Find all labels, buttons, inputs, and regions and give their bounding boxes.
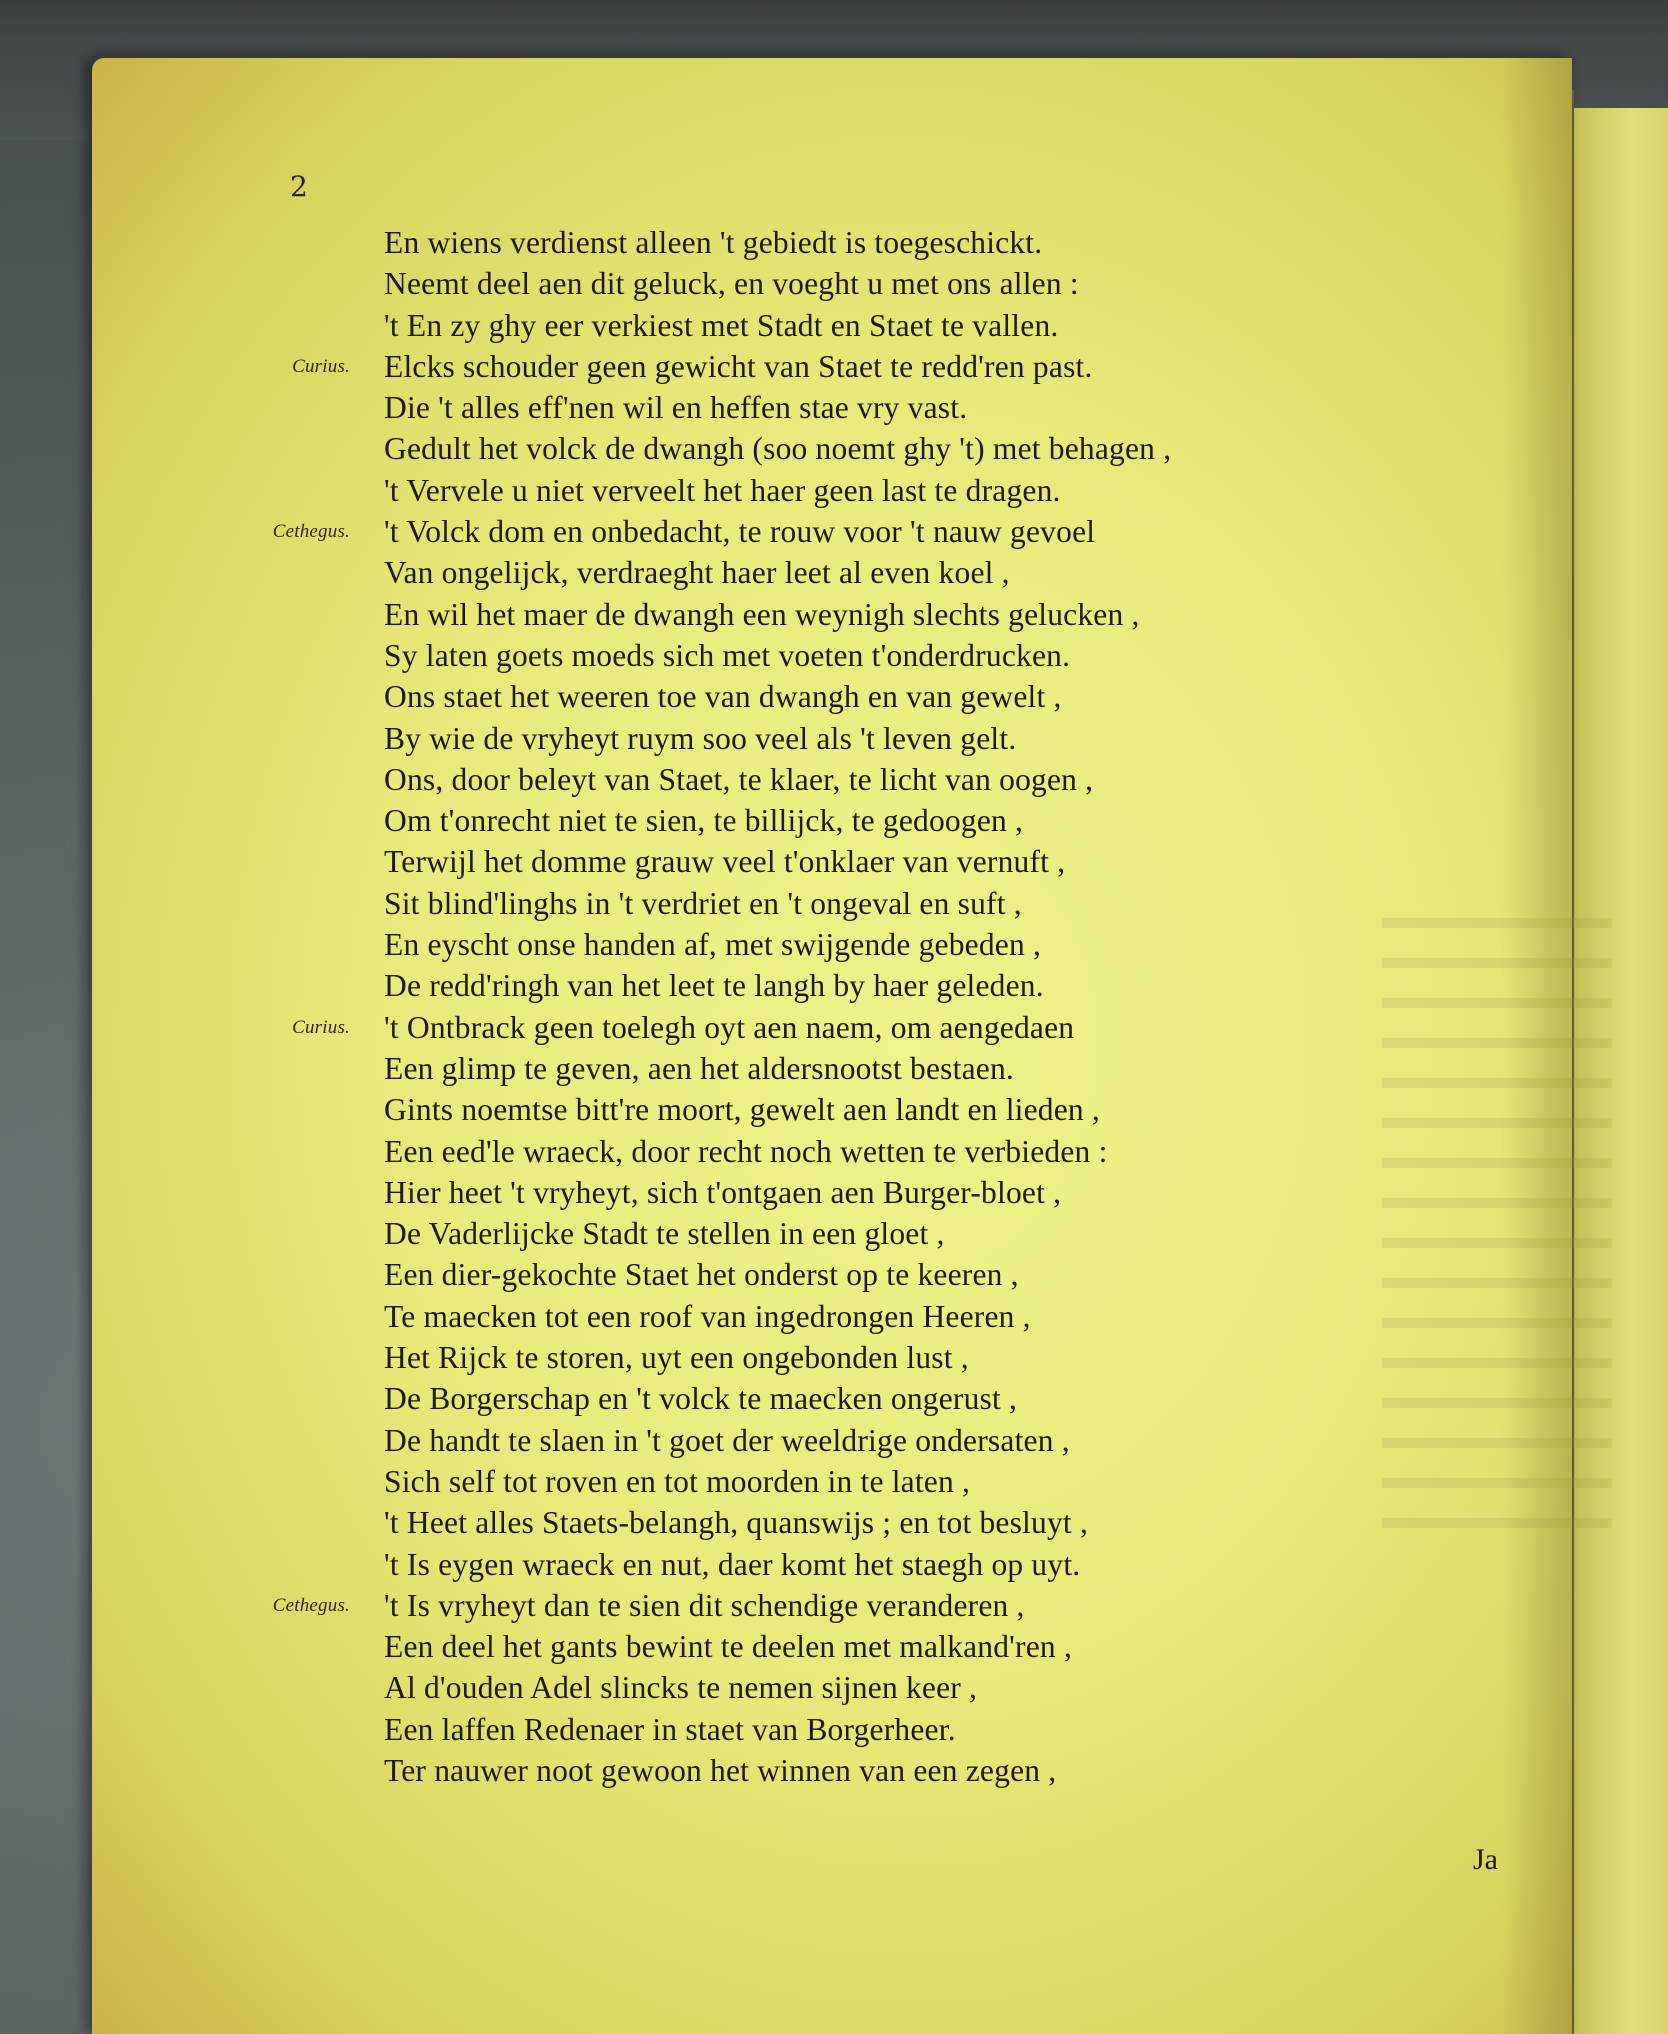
verse-line	[384, 759, 1171, 800]
verse-line	[384, 841, 1171, 882]
verse-line-text: Terwijl het domme grauw veel t'onklaer van vernuft ,	[384, 844, 1066, 880]
verse-line-text: Te maecken tot een roof van ingedrongen Heeren ,	[384, 1298, 1031, 1334]
verse-line-text: Neemt deel aen dit geluck, en voeght u met ons allen :	[384, 266, 1079, 302]
verse-line	[292, 346, 1171, 387]
verse-line-text: De handt te slaen in 't goet der weeldrige ondersaten ,	[384, 1422, 1070, 1458]
verse-line	[384, 1254, 1171, 1295]
verse-line	[384, 428, 1171, 469]
verse-line	[384, 924, 1171, 965]
verse-line	[384, 718, 1171, 759]
verse-line	[384, 1131, 1171, 1172]
verse-line	[384, 387, 1171, 428]
speaker-name: Cethegus.	[272, 1594, 350, 1616]
verse-line-text: 't Volck dom en onbedacht, te rouw voor 't nauw gevoel	[384, 514, 1096, 550]
verse-line-text: Een eed'le wraeck, door recht noch wetten te verbieden :	[384, 1133, 1108, 1169]
speaker-name: Curius.	[292, 355, 350, 377]
verse-line	[384, 1337, 1171, 1378]
verse-line	[384, 1296, 1171, 1337]
verse-line-text: Een deel het gants bewint te deelen met malkand'ren ,	[384, 1629, 1073, 1665]
verse-line	[384, 1378, 1171, 1419]
verse-line-text: De redd'ringh van het leet te langh by haer geleden.	[384, 968, 1044, 1004]
verse-line	[384, 1667, 1171, 1708]
verse-line-text: De Borgerschap en 't volck te maecken ongerust ,	[384, 1381, 1018, 1417]
verse-line-text: Ter nauwer noot gewoon het winnen van een zegen ,	[384, 1752, 1057, 1788]
verse-line	[384, 1461, 1171, 1502]
verse-line-text: Een laffen Redenaer in staet van Borgerheer.	[384, 1711, 956, 1747]
verse-line-text: Die 't alles eff'nen wil en heffen stae vry vast.	[384, 390, 968, 426]
speaker-name: Curius.	[292, 1016, 350, 1038]
verse-line	[384, 552, 1171, 593]
verse-line	[384, 594, 1171, 635]
verse-line-text: Gedult het volck de dwangh (soo noemt ghy 't) met behagen ,	[384, 431, 1172, 467]
verse-line	[384, 1750, 1171, 1791]
verse-line	[384, 800, 1171, 841]
verse-line-text: En eyscht onse handen af, met swijgende gebeden ,	[384, 927, 1042, 963]
verse-line	[272, 511, 1171, 552]
catchword: Ja	[1473, 1843, 1498, 1876]
verse-line-text: 't Ontbrack geen toelegh oyt aen naem, om aengedaen	[384, 1009, 1075, 1045]
verse-line-text: 't Is vryheyt dan te sien dit schendige veranderen ,	[384, 1587, 1025, 1623]
verse-line	[384, 470, 1171, 511]
verse-line-text: Elcks schouder geen gewicht van Staet te redd'ren past.	[384, 348, 1093, 384]
verse-line	[384, 1502, 1171, 1543]
verse-line-text: Om t'onrecht niet te sien, te billijck, te gedoogen ,	[384, 803, 1024, 839]
verse-line	[384, 1709, 1171, 1750]
verse-line-text: En wiens verdienst alleen 't gebiedt is toegeschickt.	[384, 225, 1043, 260]
verse-line	[384, 222, 1171, 263]
verse-line-text: Ons staet het weeren toe van dwangh en van gewelt ,	[384, 679, 1062, 715]
verse-line	[384, 1172, 1171, 1213]
verse-line-text: Sit blind'linghs in 't verdriet en 't ongeval en suft ,	[384, 885, 1022, 921]
verse-line	[384, 1048, 1171, 1089]
verse-line	[384, 1420, 1171, 1461]
verse-line-text: De Vaderlijcke Stadt te stellen in een gloet ,	[384, 1216, 945, 1252]
verse-line-text: Een dier-gekochte Staet het onderst op te keeren ,	[384, 1257, 1019, 1293]
verse-line-text: Van ongelijck, verdraeght haer leet al even koel ,	[384, 555, 1010, 591]
verse-line	[384, 965, 1171, 1006]
verse-line	[384, 263, 1171, 304]
verse-line	[384, 635, 1171, 676]
verse-line-text: Sich self tot roven en tot moorden in te laten ,	[384, 1463, 971, 1499]
verse-line-text: Een glimp te geven, aen het aldersnootst bestaen.	[384, 1050, 1014, 1086]
verse-line	[384, 305, 1171, 346]
verse-line-text: Al d'ouden Adel slincks te nemen sijnen keer ,	[384, 1670, 978, 1706]
verse-line-text: Hier heet 't vryheyt, sich t'ontgaen aen Burger-bloet ,	[384, 1174, 1062, 1210]
verse-line	[272, 1585, 1171, 1626]
verse-line	[384, 1213, 1171, 1254]
verse-line-text: 't Heet alles Staets-belangh, quanswijs ; en tot besluyt ,	[384, 1505, 1089, 1541]
verse-line-text: Ons, door beleyt van Staet, te klaer, te licht van oogen ,	[384, 761, 1094, 797]
verse-line-text: 't En zy ghy eer verkiest met Stadt en Staet te vallen.	[384, 307, 1059, 343]
verse-line-text: By wie de vryheyt ruym soo veel als 't leven gelt.	[384, 720, 1017, 756]
verse-block	[272, 222, 1172, 1791]
verse-line	[384, 1626, 1171, 1667]
verse-line-text: 't Is eygen wraeck en nut, daer komt het staegh op uyt.	[384, 1546, 1081, 1582]
verse-line	[292, 1007, 1171, 1048]
verse-line-text: Het Rijck te storen, uyt een ongebonden lust ,	[384, 1340, 969, 1376]
verse-line	[384, 883, 1171, 924]
verse-line-text: En wil het maer de dwangh een weynigh slechts gelucken ,	[384, 596, 1140, 632]
verse-line-text: Sy laten goets moeds sich met voeten t'onderdrucken.	[384, 637, 1071, 673]
page-number: 2	[290, 170, 308, 203]
show-through-text	[1382, 918, 1612, 1558]
verse-line-text: Gints noemtse bitt're moort, gewelt aen landt en lieden ,	[384, 1092, 1101, 1128]
verse-line-text: 't Vervele u niet verveelt het haer geen last te dragen.	[384, 472, 1061, 508]
speaker-name: Cethegus.	[272, 521, 350, 543]
verse-line	[384, 1544, 1171, 1585]
verse-line	[384, 676, 1171, 717]
verse-line	[384, 1089, 1171, 1130]
